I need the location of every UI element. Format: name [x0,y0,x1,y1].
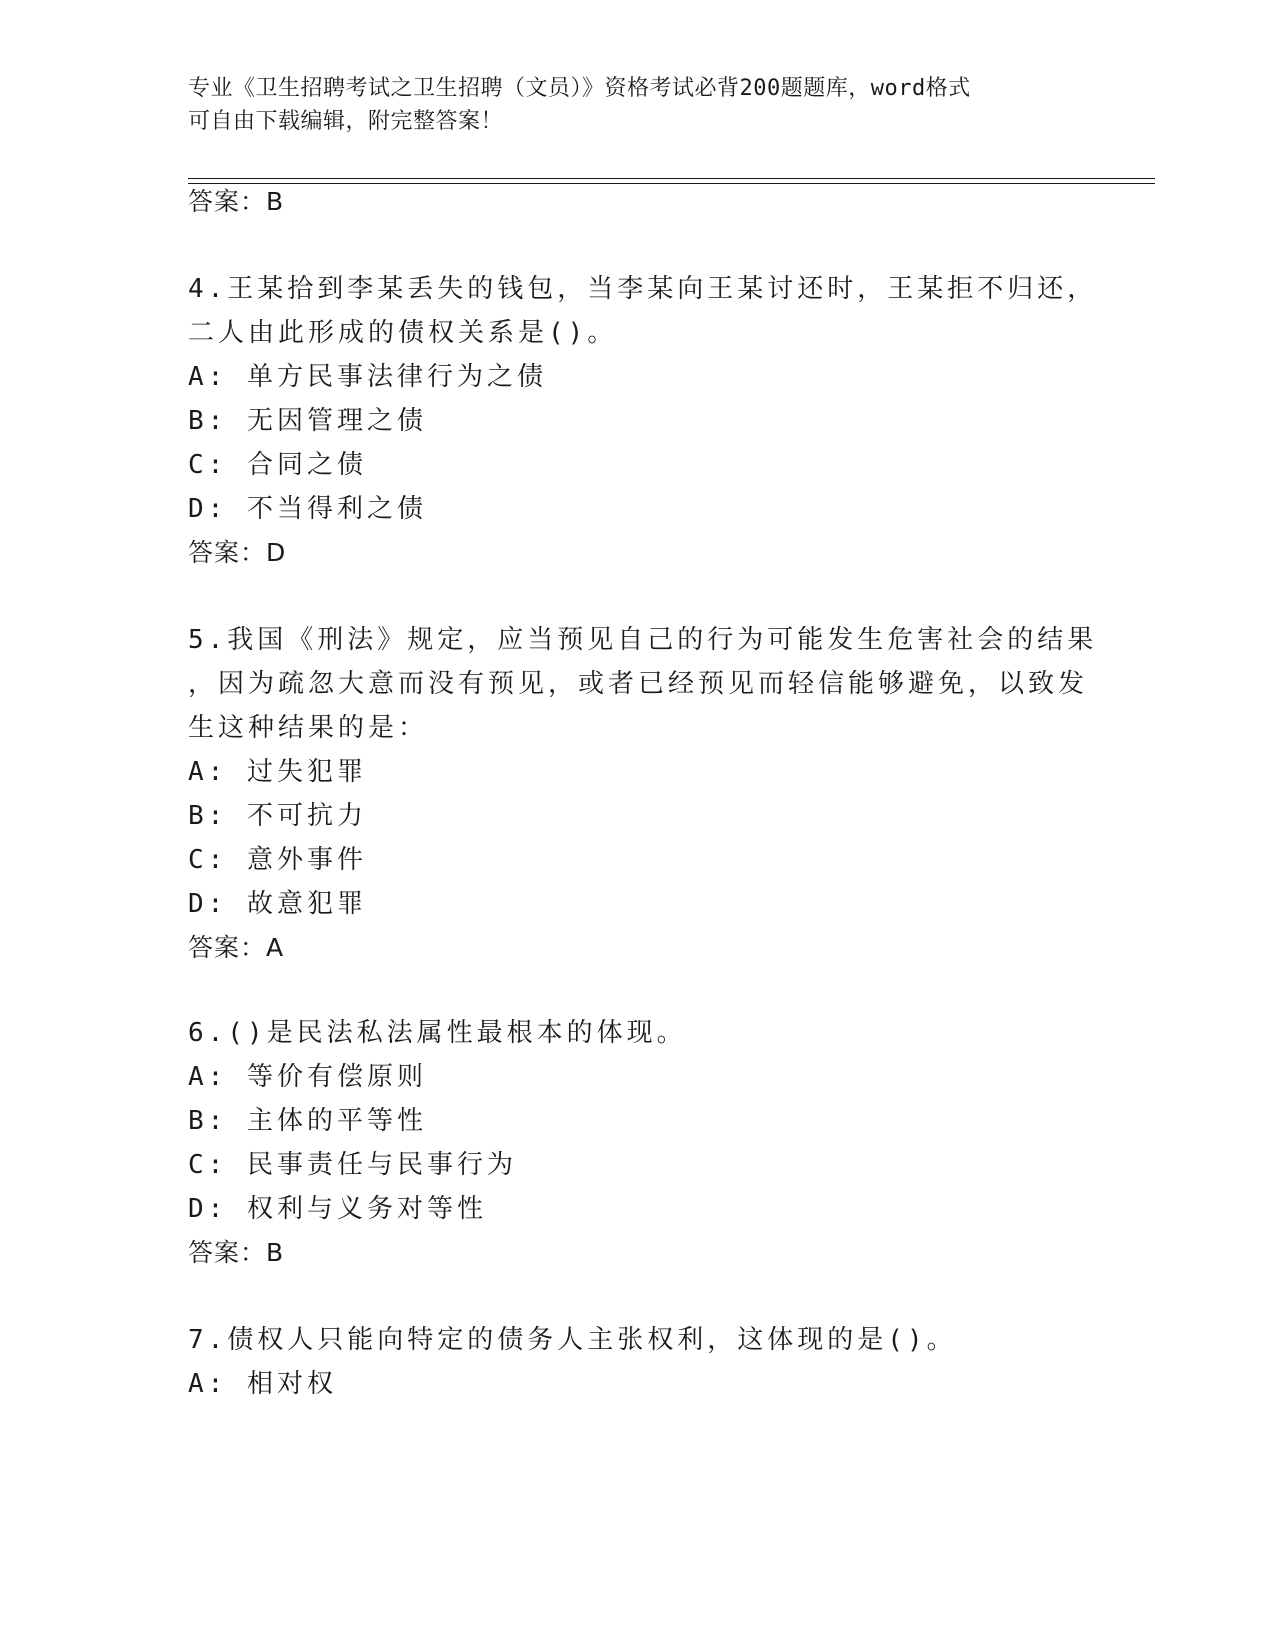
question-5-stem-line-2: ，因为疏忽大意而没有预见，或者已经预见而轻信能够避免，以致发 [188,669,1089,699]
answer-q5: 答案：A [188,933,285,962]
question-7-option-a: A: 相对权 [188,1369,337,1399]
answer-q6: 答案：B [188,1238,285,1267]
question-4-option-a: A: 单方民事法律行为之债 [188,362,547,392]
header-line-2: 可自由下载编辑，附完整答案！ [188,109,504,134]
answer-q4: 答案：D [188,538,287,567]
question-4-option-d: D: 不当得利之债 [188,494,427,524]
question-4-option-b: B: 无因管理之债 [188,406,427,436]
question-6-stem-line-1: 6.()是民法私法属性最根本的体现。 [188,1018,687,1048]
question-4-stem-line-2: 二人由此形成的债权关系是()。 [188,318,618,348]
header-rule-bottom [188,183,1155,184]
question-6-option-a: A: 等价有偿原则 [188,1062,427,1092]
question-5-option-c: C: 意外事件 [188,845,367,875]
question-6-option-b: B: 主体的平等性 [188,1106,427,1136]
question-6-option-d: D: 权利与义务对等性 [188,1194,487,1224]
document-header [188,72,1068,138]
question-5-option-d: D: 故意犯罪 [188,889,367,919]
header-line-1: 专业《卫生招聘考试之卫生招聘（文员）》资格考试必背200题题库，word格式 [188,76,971,101]
answer-q3: 答案：B [188,187,285,216]
question-4-option-c: C: 合同之债 [188,450,367,480]
question-4-stem-line-1: 4.王某拾到李某丢失的钱包，当李某向王某讨还时，王某拒不归还， [188,274,1098,304]
question-5-stem-line-3: 生这种结果的是： [188,713,429,743]
question-5-option-b: B: 不可抗力 [188,801,367,831]
question-5-option-a: A: 过失犯罪 [188,757,367,787]
question-6-option-c: C: 民事责任与民事行为 [188,1150,517,1180]
question-5-stem-line-1: 5.我国《刑法》规定，应当预见自己的行为可能发生危害社会的结果 [188,625,1098,655]
header-rule-top [188,178,1155,179]
question-7-stem-line-1: 7.债权人只能向特定的债务人主张权利，这体现的是()。 [188,1325,957,1355]
